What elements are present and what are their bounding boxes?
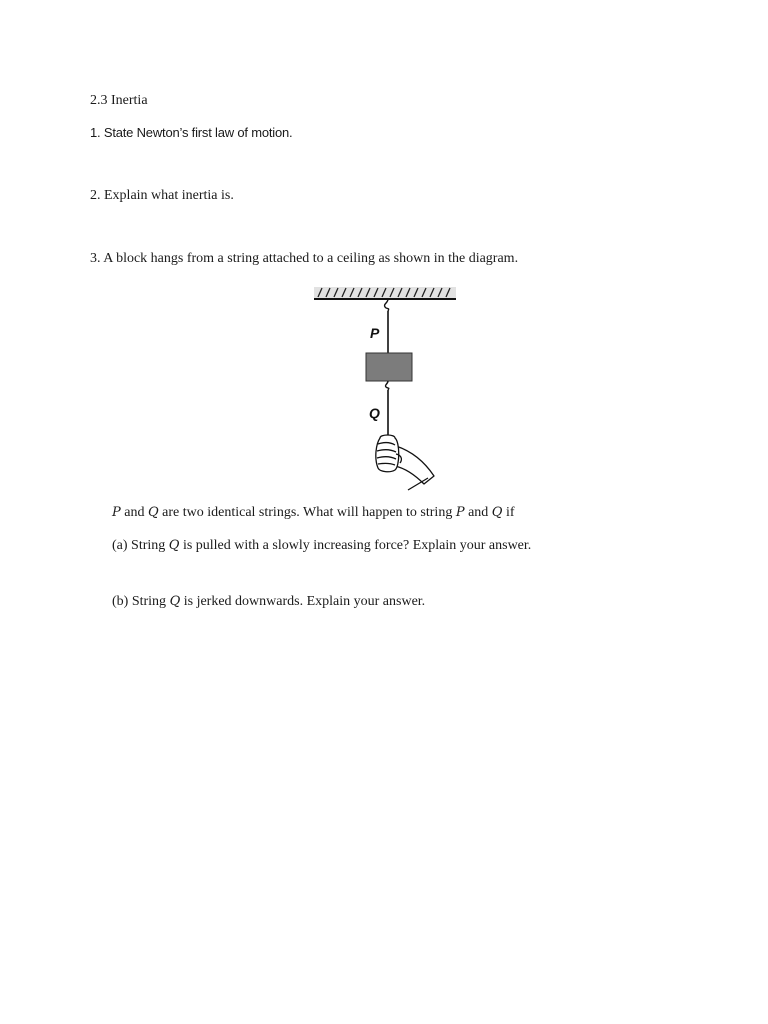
variable-q: Q [169,594,181,609]
variable-p: P [455,505,465,520]
label-q: Q [369,405,380,421]
stem-text: are two identical strings. What will happen to string [158,505,456,520]
question-3-stem [112,505,515,521]
question-2: 2. Explain what inertia is. [90,188,234,203]
ceiling [314,287,456,299]
block-hanging-diagram [300,278,470,496]
ceiling-hook [385,299,389,311]
variable-q: Q [168,538,180,553]
block-hook [385,381,388,390]
stem-text: and [120,505,148,520]
stem-text: and [464,505,492,520]
part-a-prefix: (a) String [112,538,169,553]
question-3b [112,594,425,610]
hand-icon [376,435,434,484]
part-a-text: is pulled with a slowly increasing force? Explain your answer. [179,538,532,553]
variable-q: Q [491,505,503,520]
part-b-text: is jerked downwards. Explain your answer. [180,594,426,609]
variable-p: P [112,505,121,520]
question-3a [112,538,531,554]
hanging-block [366,353,412,381]
section-title: 2.3 Inertia [90,93,148,108]
part-b-prefix: (b) String [112,594,170,609]
variable-q: Q [147,505,159,520]
question-1: 1. State Newton’s first law of motion. [90,125,293,140]
question-3: 3. A block hangs from a string attached to a ceiling as shown in the diagram. [90,251,519,266]
label-p: P [370,325,380,341]
stem-text: if [502,505,515,520]
